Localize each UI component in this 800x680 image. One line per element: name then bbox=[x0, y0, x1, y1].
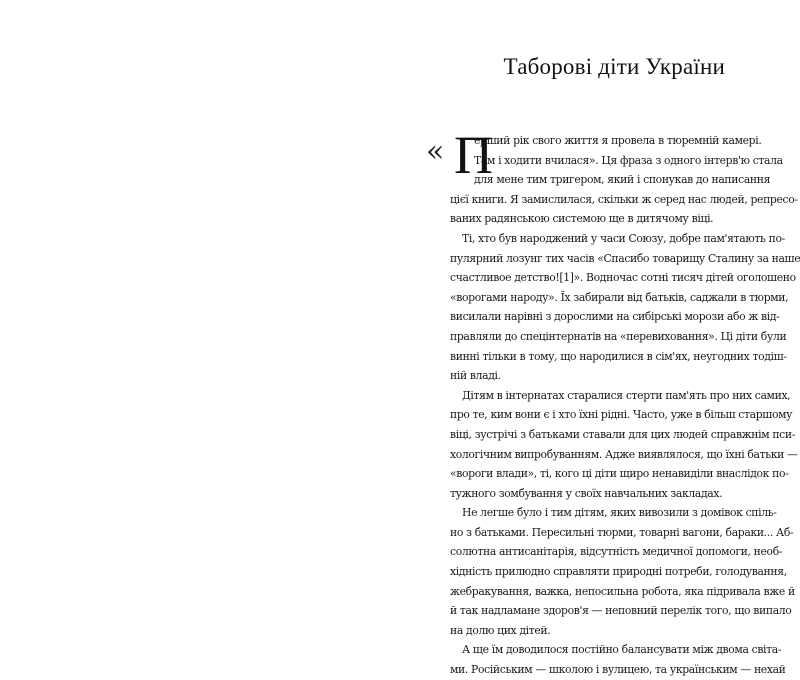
text-line: А ще їм доводилося постійно балансувати між двома світа- bbox=[462, 643, 782, 657]
text-line: хідність прилюдно справляти природні потреби, голодування, bbox=[450, 565, 787, 579]
text-line: ній владі. bbox=[450, 369, 501, 383]
text-line: «ворогами народу». Їх забирали від батьків, саджали в тюрми, bbox=[450, 290, 789, 304]
text-line: для мене тим тригером, який і спонукав до написання bbox=[474, 173, 771, 187]
paragraph-lines bbox=[426, 190, 800, 680]
text-line: про те, ким вони є і хто їхні рідні. Часто, уже в більш старшому bbox=[450, 408, 793, 422]
text-line: пулярний лозунг тих часів «Спасибо товарищу Сталину за наше bbox=[450, 251, 800, 265]
text-line: но з батьками. Пересильні тюрми, товарні вагони, бараки... Аб- bbox=[450, 525, 794, 539]
text-line: цієї книги. Я замислилася, скільки ж серед нас людей, репресо- bbox=[450, 192, 798, 206]
body-text bbox=[426, 125, 800, 680]
text-line: висилали нарівні з дорослими на сибірські морози або ж від- bbox=[450, 310, 780, 324]
text-line: хологічним випробуванням. Адже виявлялося, що їхні батьки — bbox=[450, 447, 798, 461]
opening-quote-mark: « bbox=[426, 134, 445, 169]
text-line: на долю цих дітей. bbox=[450, 623, 551, 637]
text-line: й так надламане здоров'я — неповний перелік того, що випало bbox=[450, 604, 792, 618]
text-line: тужного зомбування у своїх навчальних закладах. bbox=[450, 486, 723, 500]
text-line: правляли до спецінтернатів на «перевиховання». Ці діти були bbox=[450, 329, 787, 343]
text-line: ваних радянською системою ще в дитячому віці. bbox=[450, 212, 714, 226]
text-line: Ті, хто був народжений у часи Союзу, добре пам'ятають по- bbox=[462, 231, 785, 245]
text-line: Не легше було і тим дітям, яких вивозили з домівок спіль- bbox=[462, 506, 777, 520]
text-line: Дітям в інтернатах старалися стерти пам'ять про них самих, bbox=[462, 388, 791, 402]
text-line: ми. Російським — школою і вулицею, та українським — нехай bbox=[450, 663, 786, 677]
text-line: счастливое детство![1]». Водночас сотні тисяч дітей оголошено bbox=[450, 271, 796, 285]
text-line: винні тільки в тому, що народилися в сім'ях, неугодних тодіш- bbox=[450, 349, 787, 363]
text-line: ерший рік свого життя я провела в тюремній камері. bbox=[474, 134, 762, 147]
drop-cap-letter: П bbox=[454, 125, 493, 185]
text-line: солютна антисанітарія, відсутність медичної допомоги, необ- bbox=[450, 545, 783, 559]
text-line: віці, зустрічі з батьками ставали для цих людей справжнім пси- bbox=[450, 427, 796, 441]
text-line: жебракування, важка, непосильна робота, яка підривала вже й bbox=[450, 584, 795, 598]
running-title: Таборові діти України bbox=[503, 54, 725, 79]
text-line: Там і ходити вчилася». Ця фраза з одного інтерв'ю стала bbox=[474, 153, 783, 167]
text-line: «вороги влади», ті, кого ці діти щиро ненавиділи внаслідок по- bbox=[450, 467, 789, 481]
